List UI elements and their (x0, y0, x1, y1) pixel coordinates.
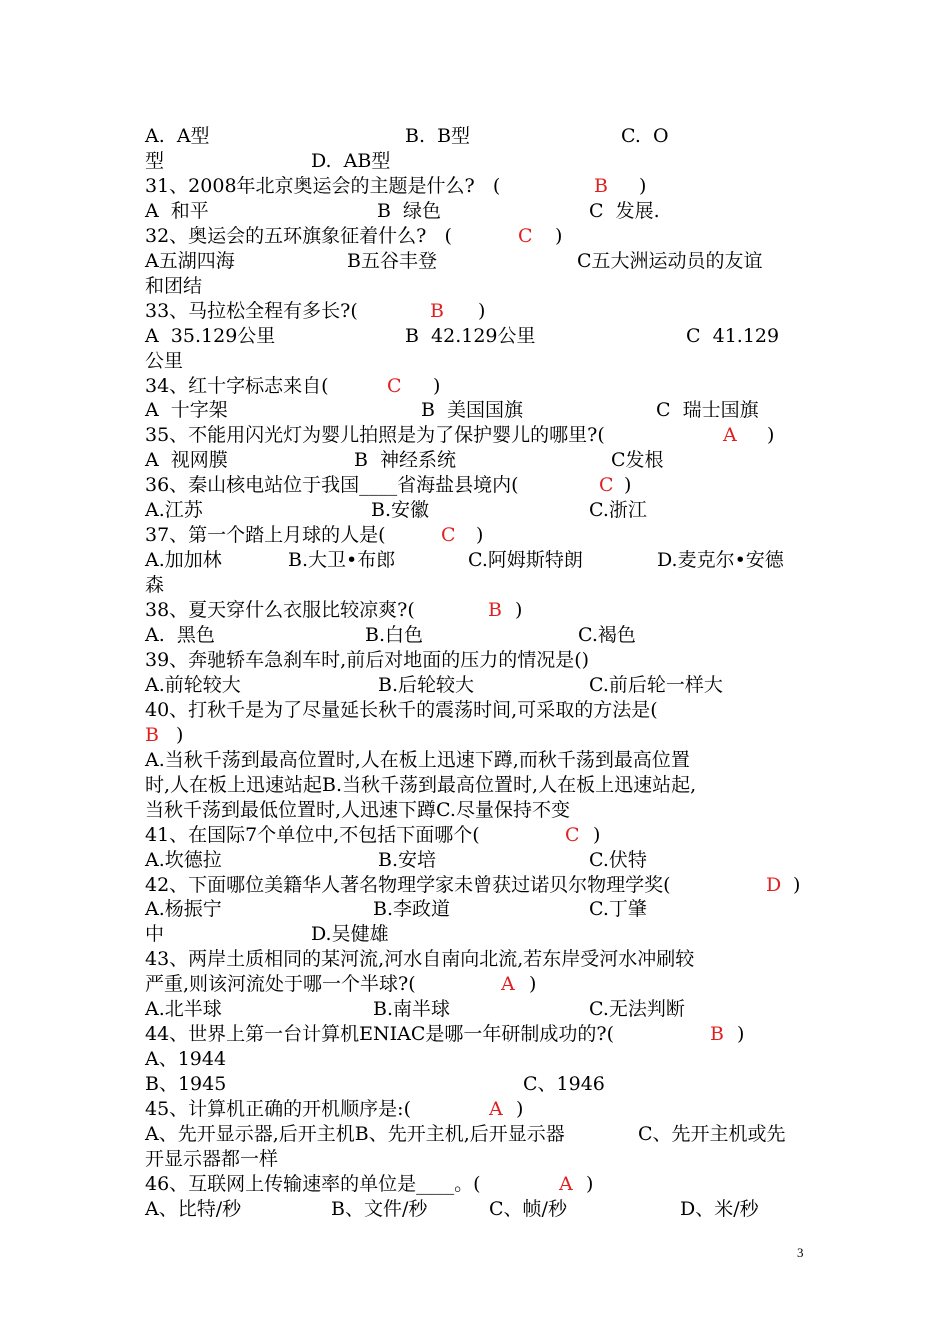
text-segment: B.后轮较大 (378, 673, 475, 696)
text-segment: B、1945 (145, 1073, 227, 1096)
text-segment: B.大卫•布郎 (288, 549, 396, 572)
text-segment: 38、夏天穿什么衣服比较凉爽?( (145, 599, 415, 621)
text-segment: 开显示器都一样 (145, 1147, 279, 1170)
text-segment: ) (767, 424, 775, 447)
text-segment: A.坎德拉 (145, 848, 222, 871)
text-segment: C五大洲运动员的友谊 (577, 249, 763, 272)
text-segment: ) (516, 1098, 524, 1120)
text-segment: D、米/秒 (680, 1197, 759, 1220)
text-segment: C 发展. (589, 199, 660, 222)
page-number: 3 (797, 1245, 804, 1260)
text-segment: 46、互联网上传输速率的单位是____。( (145, 1172, 481, 1195)
text-segment: 43、两岸土质相同的某河流,河水自南向北流,若东岸受河水冲刷较 (145, 948, 695, 971)
text-segment: B 绿色 (377, 199, 442, 222)
text-segment: 40、打秋千是为了尽量延长秋千的震荡时间,可采取的方法是( (145, 698, 658, 721)
text-segment: A、比特/秒 (145, 1197, 242, 1220)
text-segment: ) (529, 973, 537, 996)
text-segment: C.前后轮一样大 (589, 673, 723, 696)
text-segment: C、帧/秒 (489, 1197, 567, 1220)
answer-letter: C (518, 224, 533, 247)
text-segment: B五谷丰登 (347, 249, 437, 272)
text-segment: 时,人在板上迅速站起B.当秋千荡到最高位置时,人在板上迅速站起, (145, 773, 697, 796)
text-segment: 45、计算机正确的开机顺序是:( (145, 1098, 411, 1120)
text-segment: A 35.129公里 (145, 324, 276, 347)
text-segment: ) (586, 1172, 594, 1195)
text-segment: 当秋千荡到最低位置时,人迅速下蹲C.尽量保持不变 (145, 798, 570, 821)
answer-letter: B (430, 299, 444, 322)
text-segment: ) (476, 524, 484, 547)
text-segment: 中 (145, 923, 165, 946)
text-segment: C.无法判断 (589, 998, 685, 1021)
text-segment: C 瑞士国旗 (656, 399, 759, 422)
text-segment: A 视网膜 (145, 449, 228, 472)
text-segment: C发根 (611, 449, 664, 472)
text-segment: B.白色 (365, 624, 424, 646)
text-segment: 严重,则该河流处于哪一个半球?( (145, 973, 416, 996)
answer-letter: A (723, 424, 737, 447)
text-segment: 32、奥运会的五环旗象征着什么? ( (145, 224, 452, 247)
text-segment: B. B型 (405, 125, 471, 147)
text-segment: C 41.129 (686, 324, 780, 347)
text-segment: ) (515, 599, 523, 621)
text-segment: B 42.129公里 (405, 324, 536, 347)
text-segment: 37、第一个踏上月球的人是( (145, 524, 386, 547)
text-segment: C. O (621, 125, 669, 147)
text-segment: C.丁肇 (589, 898, 647, 921)
text-segment: B.安徽 (371, 499, 430, 522)
text-segment: 39、奔驰轿车急刹车时,前后对地面的压力的情况是() (145, 648, 590, 671)
text-segment: ) (639, 174, 647, 197)
text-segment: A.加加林 (145, 549, 222, 572)
answer-letter: A (559, 1172, 573, 1195)
text-segment: C.褐色 (578, 624, 636, 646)
text-segment: B.南半球 (373, 998, 451, 1021)
text-segment: 44、世界上第一台计算机ENIAC是哪一年研制成功的?( (145, 1023, 615, 1046)
text-segment: B.李政道 (373, 898, 451, 921)
answer-letter: C (441, 524, 456, 547)
answer-letter: C (387, 374, 402, 397)
text-segment: ) (176, 723, 184, 746)
answer-letter: A (489, 1098, 503, 1120)
text-segment: ) (593, 823, 601, 846)
text-segment: ) (433, 374, 441, 397)
text-segment: A. 黑色 (145, 624, 215, 646)
answer-letter: D (766, 873, 782, 896)
text-segment: A.杨振宁 (145, 898, 222, 921)
answer-letter: B (594, 174, 608, 197)
answer-letter: C (599, 474, 614, 497)
text-segment: ) (793, 873, 801, 896)
text-segment: A.北半球 (145, 998, 222, 1021)
text-segment: 型 (145, 149, 165, 172)
answer-letter: B (710, 1023, 724, 1046)
text-segment: A.江苏 (145, 499, 203, 522)
text-segment: C.伏特 (589, 848, 647, 871)
text-segment: A 和平 (145, 199, 209, 222)
text-segment: 公里 (145, 349, 184, 372)
text-segment: ) (478, 299, 486, 322)
text-segment: C.阿姆斯特朗 (468, 549, 583, 572)
text-segment: B 神经系统 (354, 449, 457, 472)
text-segment: A. A型 (145, 125, 210, 147)
text-segment: C.浙江 (589, 499, 647, 522)
text-segment: D. AB型 (311, 149, 391, 172)
text-segment: ) (737, 1023, 745, 1046)
text-segment: A、先开显示器,后开主机B、先开主机,后开显示器 (145, 1123, 565, 1145)
text-segment: ) (555, 224, 563, 247)
text-segment: 森 (145, 574, 165, 597)
text-segment: A五湖四海 (145, 249, 235, 272)
answer-letter: B (488, 599, 502, 621)
text-segment: 34、红十字标志来自( (145, 374, 329, 397)
text-segment: D.吴健雄 (311, 923, 389, 946)
text-segment: D.麦克尔•安德 (657, 549, 784, 572)
text-segment: 36、秦山核电站位于我国____省海盐县境内( (145, 474, 519, 497)
text-segment: 33、马拉松全程有多长?( (145, 299, 358, 322)
text-segment: A 十字架 (145, 399, 228, 422)
answer-letter: A (501, 973, 515, 996)
text-segment: B 美国国旗 (421, 399, 524, 422)
text-segment: C、1946 (523, 1073, 605, 1096)
text-segment: B、文件/秒 (331, 1197, 428, 1220)
text-segment: 42、下面哪位美籍华人著名物理学家未曾获过诺贝尔物理学奖( (145, 873, 671, 896)
text-segment: A、1944 (145, 1048, 227, 1071)
text-segment: 31、2008年北京奥运会的主题是什么? ( (145, 174, 501, 197)
text-segment: A.前轮较大 (145, 673, 241, 696)
text-segment: ) (624, 474, 632, 497)
text-segment: A.当秋千荡到最高位置时,人在板上迅速下蹲,而秋千荡到最高位置 (145, 748, 690, 771)
text-segment: B.安培 (378, 848, 437, 871)
text-segment: 41、在国际7个单位中,不包括下面哪个( (145, 823, 480, 846)
text-segment: 和团结 (145, 274, 203, 297)
text-segment: C、先开主机或先 (638, 1123, 786, 1145)
text-segment: 35、不能用闪光灯为婴儿拍照是为了保护婴儿的哪里?( (145, 424, 605, 447)
answer-letter: B (145, 723, 159, 746)
answer-letter: C (565, 823, 580, 846)
